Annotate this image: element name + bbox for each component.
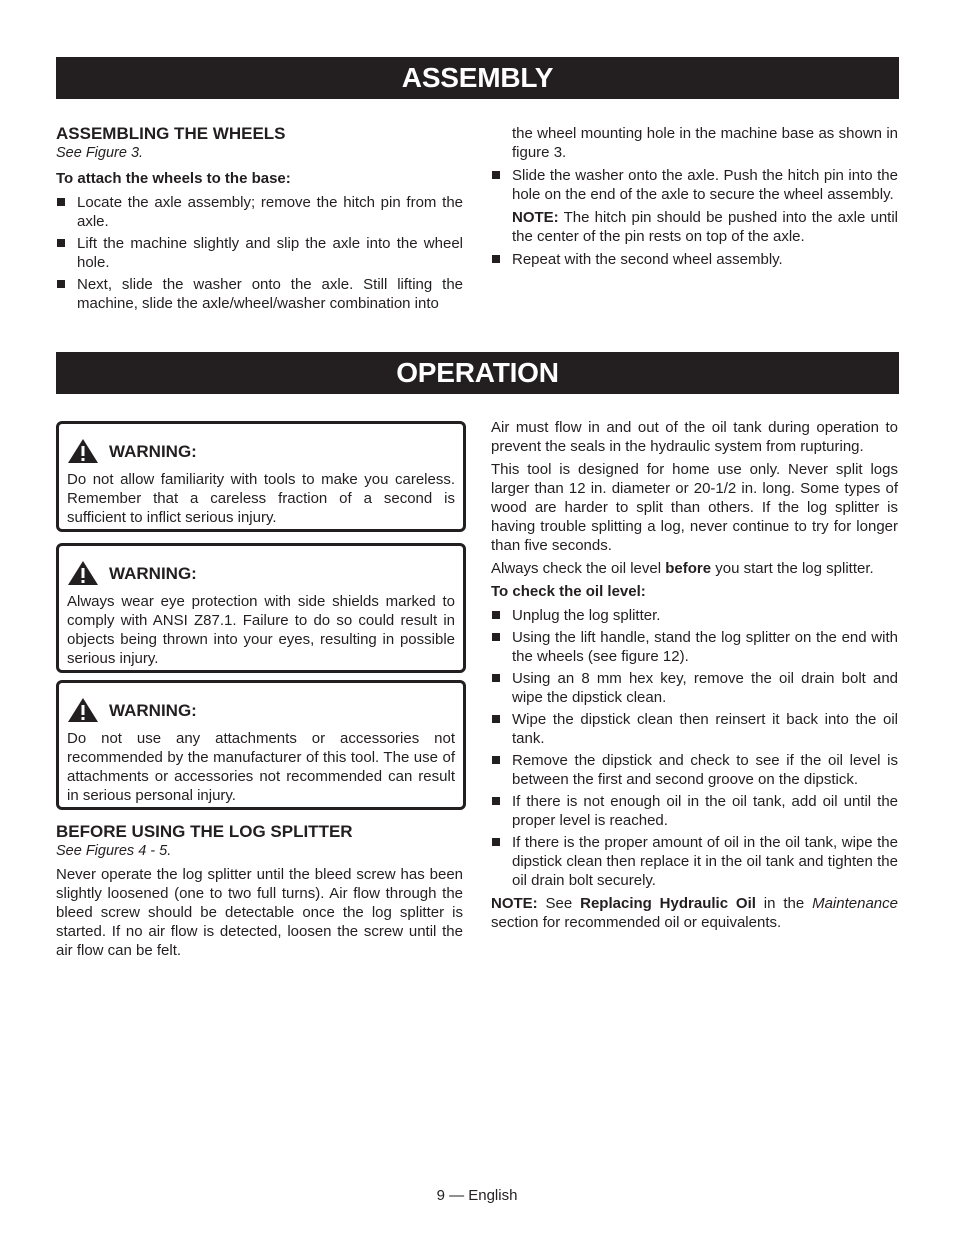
assembly-left-column [56, 124, 463, 317]
list-item: If there is the proper amount of oil in the oil tank, wipe the dipstick clean then replace it in the oil tank and tighten the oil drain bolt securely. [491, 833, 898, 890]
list-item: Slide the washer onto the axle. Push the hitch pin into the hole on the end of the axle to secure the wheel assembly. [491, 166, 898, 204]
check-oil-subheading: To check the oil level: [491, 583, 646, 600]
see-figures-ref: See Figures 4 - 5. [56, 843, 172, 859]
bullet-square-icon [57, 280, 65, 288]
assembly-steps-list-2 [491, 166, 898, 204]
home-use-paragraph: This tool is designed for home use only. Never split logs larger than 12 in. diameter or 20-1/2 in. long. Some types of wood are harder to split than others. If the log splitter is having trouble splitting a log, never continue to try for longer than five seconds. [491, 461, 898, 554]
warning-triangle-icon [67, 560, 99, 586]
bullet-square-icon [492, 756, 500, 764]
list-item: Next, slide the washer onto the axle. Still lifting the machine, slide the axle/wheel/washer combination into [56, 275, 463, 313]
warning-box-eye-protection [56, 543, 466, 673]
assembly-steps-list-3 [491, 250, 898, 269]
list-item: Using the lift handle, stand the log splitter on the end with the wheels (see figure 12). [491, 628, 898, 666]
bullet-square-icon [492, 715, 500, 723]
warning-title: WARNING: [109, 700, 197, 720]
list-item: Lift the machine slightly and slip the axle into the wheel hole. [56, 234, 463, 272]
bullet-square-icon [492, 674, 500, 682]
oil-check-steps-list [491, 606, 898, 890]
hydraulic-oil-note: NOTE: See Replacing Hydraulic Oil in the Maintenance section for recommended oil or equivalents. [491, 895, 898, 931]
assembly-right-column [491, 124, 898, 273]
warning-triangle-icon [67, 438, 99, 464]
warning-text: Always wear eye protection with side shields marked to comply with ANSI Z87.1. Failure to do so could result in objects being thrown into your eyes, resulting in possible serious injury. [67, 593, 455, 667]
bullet-square-icon [492, 633, 500, 641]
check-oil-paragraph: Always check the oil level before you start the log splitter. [491, 560, 874, 577]
see-figure-ref: See Figure 3. [56, 145, 144, 161]
warning-box-familiarity [56, 421, 466, 532]
list-item: Using an 8 mm hex key, remove the oil drain bolt and wipe the dipstick clean. [491, 669, 898, 707]
page-footer: 9 — English [436, 1187, 518, 1204]
assembly-banner: ASSEMBLY [56, 57, 899, 99]
hitch-pin-note: NOTE: The hitch pin should be pushed into the axle until the center of the pin rests on top of the axle. [512, 209, 898, 245]
assembling-wheels-heading: ASSEMBLING THE WHEELS [56, 124, 286, 143]
list-item: Repeat with the second wheel assembly. [491, 250, 898, 269]
list-item: Locate the axle assembly; remove the hitch pin from the axle. [56, 193, 463, 231]
warning-box-attachments [56, 680, 466, 810]
list-item: Wipe the dipstick clean then reinsert it back into the oil tank. [491, 710, 898, 748]
warning-title: WARNING: [109, 563, 197, 583]
air-flow-paragraph: Air must flow in and out of the oil tank during operation to prevent the seals in the hydraulic system from rupturing. [491, 419, 898, 455]
bullet-square-icon [492, 611, 500, 619]
bullet-square-icon [492, 797, 500, 805]
list-item: Unplug the log splitter. [491, 606, 898, 625]
bullet-square-icon [492, 255, 500, 263]
bullet-square-icon [57, 198, 65, 206]
bullet-square-icon [492, 171, 500, 179]
warning-text: Do not allow familiarity with tools to make you careless. Remember that a careless fraction of a second is sufficient to inflict serious injury. [67, 471, 455, 526]
operation-right-column [491, 418, 898, 936]
bleed-screw-paragraph: Never operate the log splitter until the bleed screw has been slightly loosened (one to two full turns). Air flow through the bleed screw should be detectable once the log splitter is started. If no air flow is detected, loosen the screw until the air flow can be felt. [56, 866, 463, 959]
warning-title: WARNING: [109, 441, 197, 461]
list-item: If there is not enough oil in the oil tank, add oil until the proper level is reached. [491, 792, 898, 830]
list-item: Remove the dipstick and check to see if the oil level is between the first and second groove on the dipstick. [491, 751, 898, 789]
bullet-square-icon [492, 838, 500, 846]
assembly-steps-list [56, 193, 463, 313]
before-using-section [56, 822, 463, 964]
before-using-heading: BEFORE USING THE LOG SPLITTER [56, 822, 353, 841]
warning-text: Do not use any attachments or accessories not recommended by the manufacturer of this tool. The use of attachments or accessories not recommended can result in serious personal injury. [67, 730, 455, 804]
operation-banner: OPERATION [56, 352, 899, 394]
step-continuation: the wheel mounting hole in the machine base as shown in figure 3. [512, 125, 898, 161]
warning-triangle-icon [67, 697, 99, 723]
bullet-square-icon [57, 239, 65, 247]
attach-wheels-subheading: To attach the wheels to the base: [56, 170, 291, 187]
